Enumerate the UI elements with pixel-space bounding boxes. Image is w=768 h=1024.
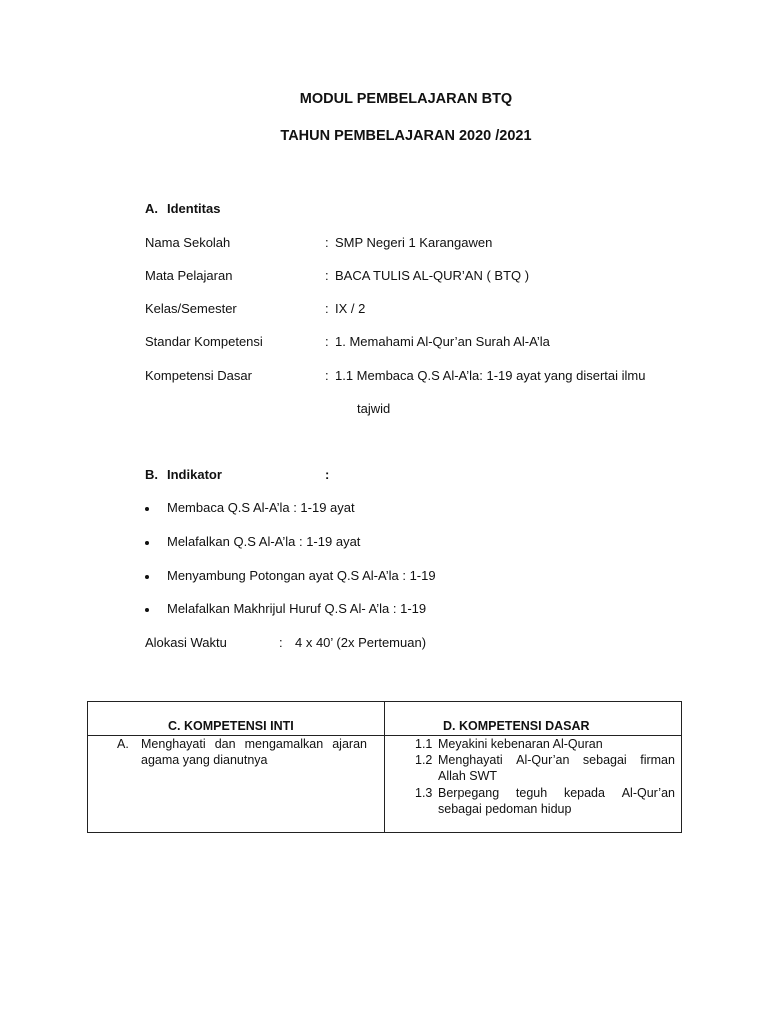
kd-number: 1.2 [415,753,433,767]
table-column-divider [384,702,385,832]
kd-line-continued: Allah SWT [438,769,498,783]
indikator-item: Melafalkan Makhrijul Huruf Q.S Al- A’la : 1-19 [167,601,427,616]
kd-word: Al-Qur’an [516,753,570,767]
kd-word: kepada [563,786,605,800]
field-label-mata-pelajaran: Mata Pelajaran [145,268,233,283]
field-separator: : [325,235,329,250]
section-a-label: A. [145,201,158,216]
kd-line-continued: sebagai pedoman hidup [438,802,572,816]
ki-word: Menghayati [141,737,206,751]
bullet-icon [145,575,149,579]
kd-word: Al-Qur’an [621,786,675,800]
bullet-icon [145,507,149,511]
field-value-kompetensi-dasar-continued: tajwid [357,401,391,416]
ki-label: A. [117,737,129,751]
kd-line: Meyakini kebenaran Al-Quran [438,737,603,751]
table-header-kompetensi-dasar: D. KOMPETENSI DASAR [443,719,590,733]
section-a-heading: Identitas [167,201,221,216]
field-value-kelas-semester: IX / 2 [335,301,366,316]
section-b-heading: Indikator [167,467,222,482]
kd-number: 1.1 [415,737,433,751]
ki-word: ajaran [332,737,367,751]
indikator-item: Menyambung Potongan ayat Q.S Al-A’la : 1-19 [167,568,436,583]
document-title: MODUL PEMBELAJARAN BTQ [299,91,513,107]
field-separator: : [325,368,329,383]
section-b-label: B. [145,467,158,482]
indikator-item: Membaca Q.S Al-A’la : 1-19 ayat [167,500,355,515]
field-label-kompetensi-dasar: Kompetensi Dasar [145,368,252,383]
kd-word: firman [640,753,675,767]
kompetensi-table [87,701,682,833]
alokasi-waktu-separator: : [279,635,283,650]
kd-word: teguh [515,786,548,800]
kd-line [438,752,675,769]
field-separator: : [325,301,329,316]
field-separator: : [325,334,329,349]
field-label-kelas-semester: Kelas/Semester [145,301,237,316]
ki-word: mengamalkan [244,737,324,751]
section-b-separator: : [325,467,330,482]
table-header-kompetensi-inti: C. KOMPETENSI INTI [168,719,294,733]
field-label-standar-kompetensi: Standar Kompetensi [145,334,263,349]
document-subtitle: TAHUN PEMBELAJARAN 2020 /2021 [280,128,532,144]
ki-word: dan [214,737,236,751]
field-label-nama-sekolah: Nama Sekolah [145,235,231,250]
indikator-item: Melafalkan Q.S Al-A’la : 1-19 ayat [167,534,361,549]
ki-line-continued: agama yang dianutnya [141,753,268,767]
field-value-nama-sekolah: SMP Negeri 1 Karangawen [335,235,493,250]
kd-word: Menghayati [438,753,503,767]
kd-word: Berpegang [438,786,500,800]
ki-line [141,736,367,753]
alokasi-waktu-label: Alokasi Waktu [145,635,227,650]
bullet-icon [145,541,149,545]
field-separator: : [325,268,329,283]
kd-number: 1.3 [415,786,433,800]
field-value-mata-pelajaran: BACA TULIS AL-QUR’AN ( BTQ ) [335,268,530,283]
kd-line [438,785,675,802]
kd-word: sebagai [582,753,627,767]
alokasi-waktu-value: 4 x 40’ (2x Pertemuan) [295,635,427,650]
field-value-standar-kompetensi: 1. Memahami Al-Qur’an Surah Al-A’la [335,334,550,349]
bullet-icon [145,608,149,612]
field-value-kompetensi-dasar: 1.1 Membaca Q.S Al-A’la: 1-19 ayat yang disertai ilmu [335,368,646,383]
